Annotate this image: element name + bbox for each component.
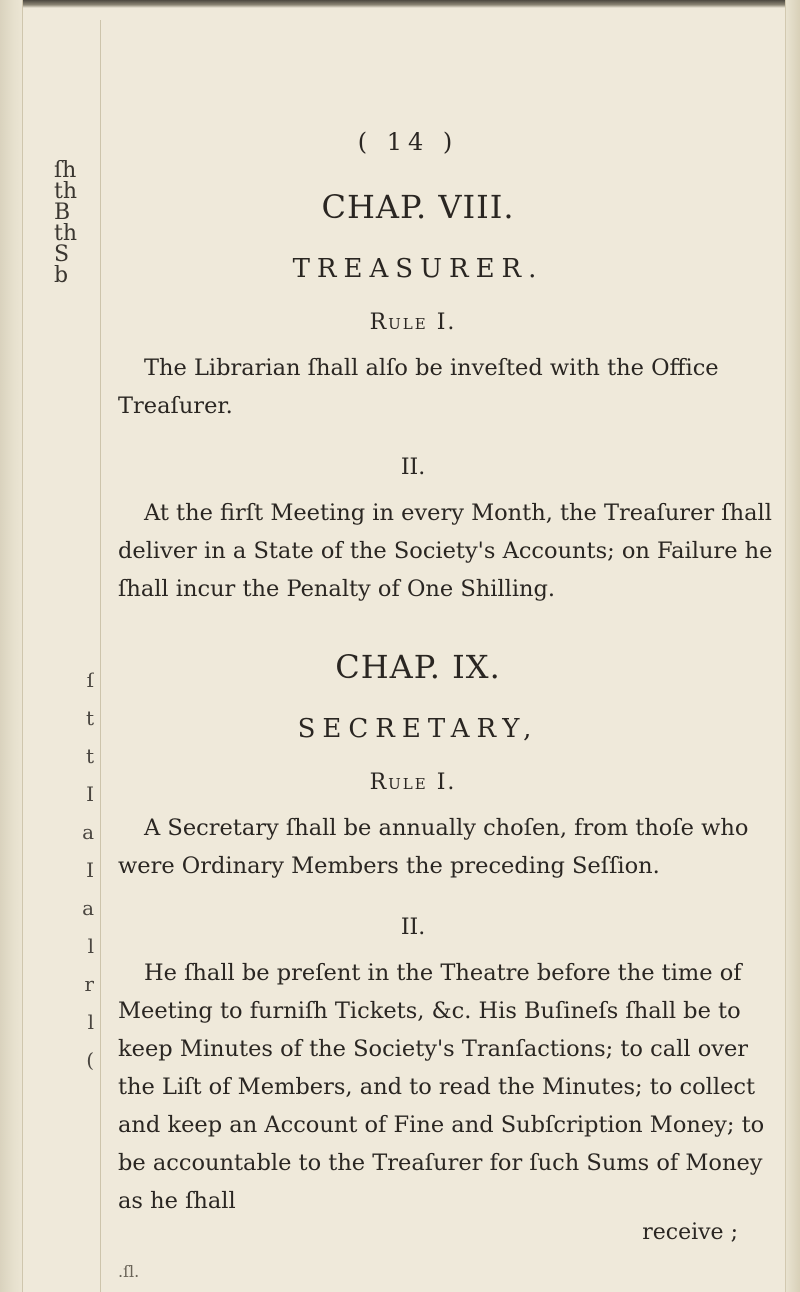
chapter-viii-rule-2-text: At the firſt Meeting in every Month, the Treaſurer ſhall deliver in a State of the Society's Accounts; on Failure he ſhall incur the Penalty of One Shilling.: [118, 500, 773, 602]
catchword: receive ;: [642, 1220, 738, 1245]
chapter-viii-rule-1-label: Rule I.: [369, 310, 457, 335]
margin-fragment: (: [86, 1050, 94, 1072]
chapter-ix-heading: CHAP. IX.: [335, 648, 501, 686]
signature-mark: .ſl.: [118, 1262, 140, 1281]
margin-fragment: a: [82, 898, 94, 920]
chapter-ix-rule-2-text: He ſhall be preſent in the Theatre before the time of Meeting to furniſh Tickets, &c. His Buſineſs ſhall be to keep Minutes of the Society's Tranſactions; to call over the Liſt of Members, and to read the Minutes; to collect and keep an Account of Fine and Subſcription Money; to be accountable to the Treaſurer for ſuch Sums of Money as he ſhall: [118, 960, 765, 1214]
margin-fragment: I: [86, 860, 94, 882]
margin-fragment: th: [54, 223, 78, 244]
margin-fragment: S: [54, 244, 70, 265]
chapter-ix-rule-2-label: II.: [400, 915, 426, 940]
page-top-shadow: [0, 0, 800, 8]
page-number: ( 14 ): [357, 128, 459, 156]
margin-fragment: a: [82, 822, 94, 844]
chapter-ix-title: SECRETARY,: [297, 714, 539, 744]
margin-fragment: b: [54, 265, 69, 286]
margin-fragment: B: [54, 202, 71, 223]
chapter-viii-title: TREASURER.: [292, 254, 544, 284]
left-page-edge: [0, 0, 23, 1292]
margin-fragment: l: [87, 936, 94, 958]
chapter-viii-heading: CHAP. VIII.: [321, 188, 515, 226]
margin-fragment: ſh: [54, 160, 77, 181]
chapter-viii-rule-2-label: II.: [400, 455, 426, 480]
margin-fragment: t: [85, 708, 94, 730]
margin-fragment: ſ: [86, 670, 94, 692]
margin-fragment: t: [85, 746, 94, 768]
page-text: [118, 128, 778, 1245]
margin-fragment: r: [84, 974, 94, 996]
right-page-edge: [785, 0, 800, 1292]
chapter-ix-rule-1-label: Rule I.: [369, 770, 457, 795]
margin-fragment: l: [87, 1012, 94, 1034]
chapter-ix-rule-1-text: A Secretary ſhall be annually choſen, from thoſe who were Ordinary Members the preceding Seſſion.: [118, 815, 749, 879]
margin-fragment: th: [54, 181, 78, 202]
chapter-viii-rule-1-text: The Librarian ſhall alſo be inveſted with the Office Treaſurer.: [118, 355, 719, 419]
margin-fragment: I: [86, 784, 94, 806]
